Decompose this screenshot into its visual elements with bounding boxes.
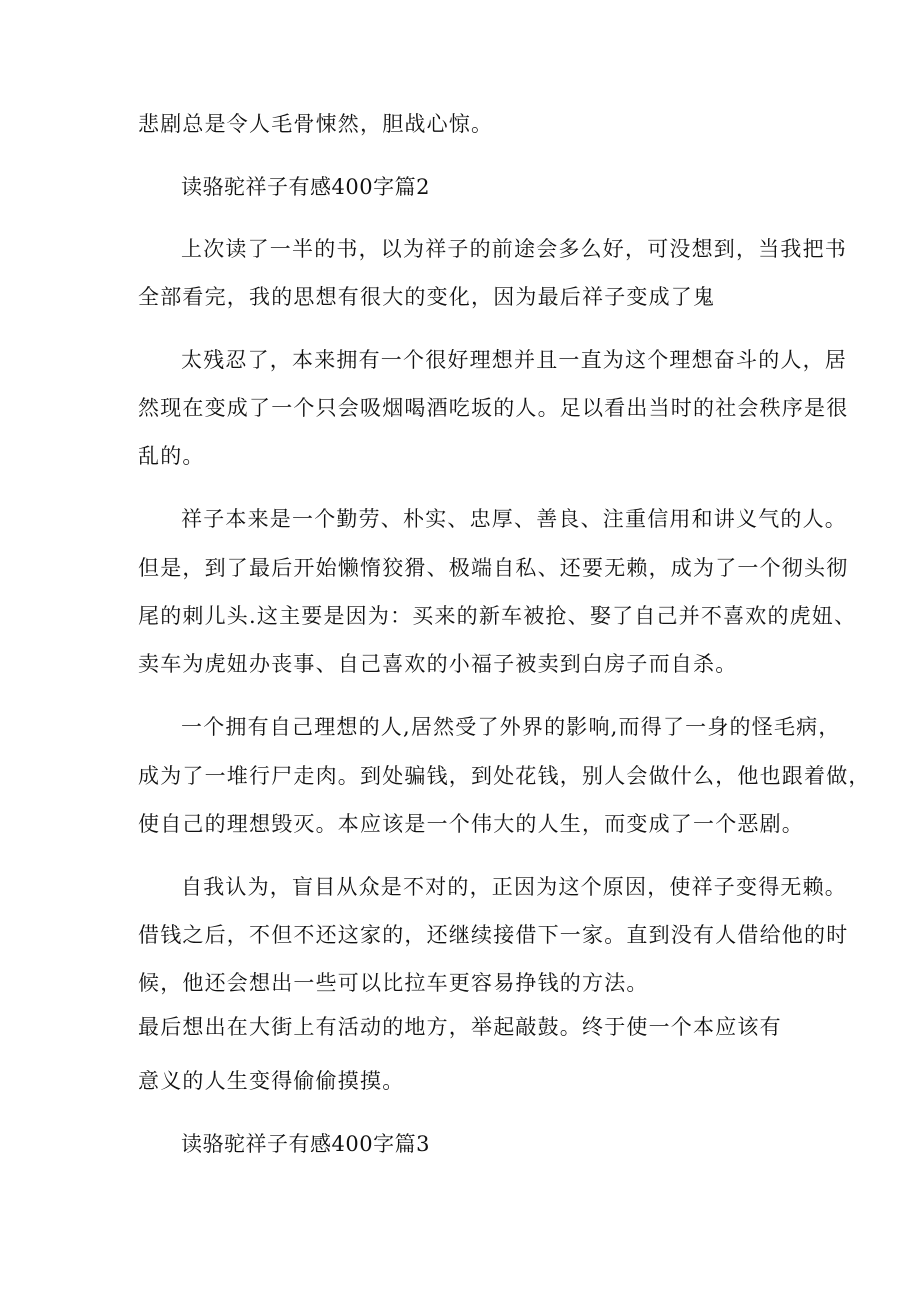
paragraph-line: 使自己的理想毁灭。本应该是一个伟大的人生，而变成了一个恶剧。 bbox=[138, 812, 804, 836]
section-heading: 读骆驼祥子有感400字篇2 bbox=[181, 175, 430, 199]
paragraph-line: 一个拥有自己理想的人,居然受了外界的影响,而得了一身的怪毛病， bbox=[181, 715, 841, 739]
paragraph-line: 悲剧总是令人毛骨悚然，胆战心惊。 bbox=[138, 112, 494, 136]
paragraph-line: 借钱之后，不但不还这家的，还继续接借下一家。直到没有人借给他的时 bbox=[138, 923, 849, 947]
paragraph-line: 成为了一堆行尸走肉。到处骗钱，到处花钱，别人会做什么，他也跟着做， bbox=[138, 764, 871, 788]
paragraph-line: 太残忍了，本来拥有一个很好理想并且一直为这个理想奋斗的人，居 bbox=[181, 348, 847, 372]
paragraph-line: 卖车为虎妞办丧事、自己喜欢的小福子被卖到白房子而自杀。 bbox=[138, 652, 738, 676]
paragraph-line: 祥子本来是一个勤劳、朴实、忠厚、善良、注重信用和讲义气的人。 bbox=[181, 507, 847, 531]
section-heading: 读骆驼祥子有感400字篇3 bbox=[181, 1132, 430, 1156]
paragraph-line: 全部看完，我的思想有很大的变化，因为最后祥子变成了鬼 bbox=[138, 285, 716, 309]
paragraph-line: 最后想出在大街上有活动的地方，举起敲鼓。终于使一个本应该有 bbox=[138, 1015, 782, 1039]
paragraph-line: 上次读了一半的书，以为祥子的前途会多么好，可没想到，当我把书 bbox=[181, 237, 847, 261]
paragraph-line: 自我认为，盲目从众是不对的，正因为这个原因，使祥子变得无赖。 bbox=[181, 875, 847, 899]
paragraph-line: 候，他还会想出一些可以比拉车更容易挣钱的方法。 bbox=[138, 971, 649, 995]
paragraph-line: 乱的。 bbox=[138, 444, 205, 468]
paragraph-line: 但是，到了最后开始懒惰狡猾、极端自私、还要无赖，成为了一个彻头彻 bbox=[138, 556, 849, 580]
paragraph-line: 意义的人生变得偷偷摸摸。 bbox=[138, 1069, 405, 1093]
paragraph-line: 尾的刺儿头.这主要是因为：买来的新车被抢、娶了自己并不喜欢的虎妞、 bbox=[138, 604, 857, 628]
paragraph-line: 然现在变成了一个只会吸烟喝酒吃坂的人。足以看出当时的社会秩序是很 bbox=[138, 396, 849, 420]
